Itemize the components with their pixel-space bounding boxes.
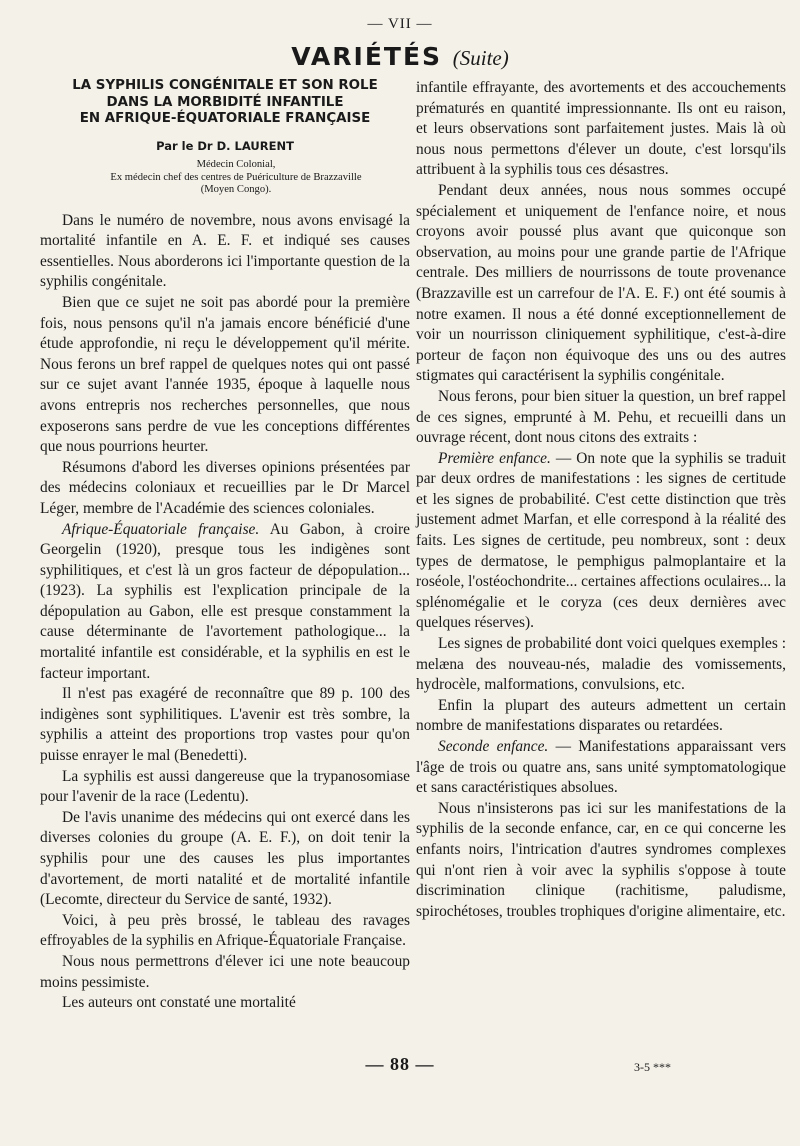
paragraph: La syphilis est aussi dangereuse que la trypanosomiase pour l'avenir de la race (Ledentu). xyxy=(40,767,410,806)
paragraph: Dans le numéro de novembre, nous avons envisagé la mortalité infantile en A. E. F. et indiqué ses causes essentielles. Nous aborderons ici l'importante question de la syphilis congénitale. xyxy=(40,211,410,291)
paragraph: Pendant deux années, nous nous sommes occupé spécialement et uniquement de l'enfance noire, et nous croyons avoir poussé plus avant que quiconque son observation, au moins pour une grande partie de l'Afrique centrale. Des milliers de nourrissons de toute provenance (Brazzaville est un carrefour de l'A. E. F.) ont été soumis à notre examen. Il nous a été donné exceptionnellement de voir un nourrisson cliniquement syphilitique, c'est-à-dire porteur de façon non équivoque des uns ou des autres stigmates qui caractérisent la syphilis congénitale. xyxy=(416,181,786,385)
author-byline: Par le Dr D. LAURENT xyxy=(156,138,294,153)
paragraph-heading: Première enfance. xyxy=(438,449,551,467)
paragraph-heading: Seconde enfance. xyxy=(438,738,549,755)
article-title xyxy=(40,78,410,128)
affiliation-line-2: Ex médecin chef des centres de Puériculture de Brazzaville xyxy=(110,171,362,183)
page-header-roman: — VII — xyxy=(367,16,433,32)
paragraph: Résumons d'abord les diverses opinions présentées par des médecins coloniaux et recueillies par le Dr Marcel Léger, membre de l'Académie des sciences coloniales. xyxy=(40,458,410,517)
author-affiliation xyxy=(40,159,410,197)
article-title-line-3: EN AFRIQUE-ÉQUATORIALE FRANÇAISE xyxy=(79,111,371,126)
affiliation-line-1: Médecin Colonial, xyxy=(196,159,276,171)
section-title-text: VARIÉTÉS xyxy=(291,42,443,71)
paragraph: Les signes de probabilité dont voici quelques exemples : melæna des nouveau-nés, maladie des vomissements, hydrocèle, malformations, convulsions, etc. xyxy=(416,635,786,694)
paragraph-body: Au Gabon, à croire Georgelin (1920), presque tous les indigènes sont syphilitiques, et c'est là un gros facteur de dépopulation... (1923). La syphilis est l'explication principale de la dépopulation au Gabon, elle est presque constamment la cause déterminante de l'avortement pathologique... la mortalité infantile est considérable, et la syphilis en est le facteur important. xyxy=(40,520,410,682)
page-number: — 88 — xyxy=(365,1054,435,1074)
left-column xyxy=(40,78,410,1014)
paragraph: Nous n'insisterons pas ici sur les manifestations de la syphilis de la seconde enfance, car, en ce qui concerne les enfants noirs, l'intrication d'autres syndromes complexes qui n'ont rien à voir avec la syphilis s'oppose à toute discrimination clinique (rachitisme, paludisme, spirochétoses, troubles trophiques d'origine alimentaire, etc. xyxy=(416,799,786,920)
paragraph-body: — Manifestations apparaissant vers l'âge de trois ou quatre ans, sans unité symptomatologique et sans caractéristiques absolues. xyxy=(416,738,787,797)
section-title xyxy=(0,42,800,71)
article-title-line-2: DANS LA MORBIDITÉ INFANTILE xyxy=(106,94,344,110)
affiliation-line-3: (Moyen Congo). xyxy=(200,184,272,196)
paragraph: Voici, à peu près brossé, le tableau des ravages effroyables de la syphilis en Afrique-Équatoriale Française. xyxy=(40,911,410,950)
paragraph: Nous nous permettrons d'élever ici une note beaucoup moins pessimiste. xyxy=(40,952,410,991)
article-title-line-1: LA SYPHILIS CONGÉNITALE ET SON ROLE xyxy=(72,78,378,93)
paragraph: Il n'est pas exagéré de reconnaître que 89 p. 100 des indigènes sont syphilitiques. L'avenir est très sombre, la syphilis a atteint des proportions trop vastes pour qu'on puisse enrayer le mal (Benedetti). xyxy=(40,685,410,765)
printer-signature: 3-5 *** xyxy=(634,1060,671,1074)
paragraph: Les auteurs ont constaté une mortalité xyxy=(62,994,296,1012)
paragraph: infantile effrayante, des avortements et des accouchements prématurés en quantité impressionnante. Ils ont eu raison, et leurs observations sont parfaitement justes. Mais là où nous nous permettons d'élever un doute, c'est lorsqu'ils attribuent à la syphilis tous ces désastres. xyxy=(416,79,786,179)
paragraph xyxy=(416,449,786,634)
paragraph: De l'avis unanime des médecins qui ont exercé dans les diverses colonies du groupe (A. E. F.), on doit tenir la syphilis pour une des causes les plus importantes d'avortement, de morti natalité et de mortalité infantile (Lecomte, directeur du Service de santé, 1932). xyxy=(40,808,410,909)
paragraph xyxy=(416,737,786,799)
paragraph xyxy=(40,520,410,685)
paragraph: Enfin la plupart des auteurs admettent un certain nombre de manifestations disparates ou retardées. xyxy=(416,696,786,735)
section-title-suffix: (Suite) xyxy=(452,46,509,70)
right-column xyxy=(416,78,786,922)
paragraph: Bien que ce sujet ne soit pas abordé pour la première fois, nous pensons qu'il n'a jamais encore bénéficié d'une étude approfondie, ni reçu le développement qu'il mérite. Nous ferons un bref rappel de quelques notes qui ont passé sur ce sujet avant l'année 1935, époque à laquelle nous avons entrepris nos recherches personnelles, que nous exposerons sans perdre de vue les conceptions différentes que nous pourrions heurter. xyxy=(40,293,410,456)
paragraph-body: — On note que la syphilis se traduit par deux ordres de manifestations : les signes de certitude et les signes de probabilité. C'est cette distinction que très justement admet Marfan, et elle correspond à la réalité des faits. Les signes de certitude, peu nombreux, sont : deux types de dermatose, le pemphigus palmoplantaire et la roséole, l'ostéochondrite... certaines affections oculaires... la splénomégalie et le coryza (ces deux dernières avec quelques réserves). xyxy=(416,449,787,632)
paragraph: Nous ferons, pour bien situer la question, un bref rappel de ces signes, emprunté à M. Pehu, et recueilli dans un ouvrage récent, dont nous citons des extraits : xyxy=(416,387,786,447)
paragraph-heading: Afrique-Équatoriale française. xyxy=(62,520,260,538)
